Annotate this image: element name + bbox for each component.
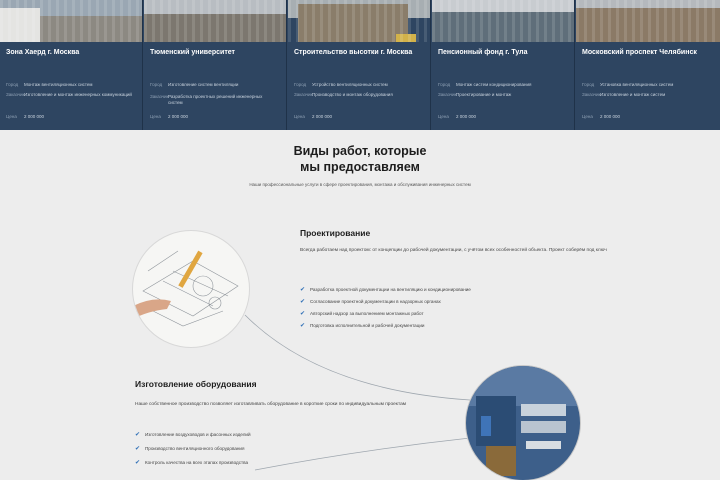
project-row: Город Установка вентиляционных систем	[582, 82, 674, 87]
check-icon: ✔	[300, 311, 306, 317]
project-row: Город Устройство вентиляционных систем	[294, 82, 388, 87]
project-title: Московский проспект Челябинск	[582, 49, 697, 56]
service-design-desc: Всегда работаем над проектом: от концепции до рабочей документации, с учётом всех особенностей объекта. Проект соберём под ключ	[300, 248, 607, 253]
check-icon: ✔	[135, 432, 141, 438]
service-manufacturing-item: ✔ Изготовление воздуховодов и фасонных изделий	[135, 432, 251, 438]
service-design-title: Проектирование	[300, 228, 371, 238]
service-design-item: ✔ Разработка проектной документации на вентиляцию и кондиционирование	[300, 287, 471, 293]
project-row: Цена 2 000 000	[6, 114, 45, 119]
project-row: ЗаказчикПроизводство и монтаж оборудования	[294, 92, 393, 97]
project-row: Цена 2 000 000	[582, 114, 621, 119]
project-row: ЗаказчикРазработка проектных решений инженерных систем	[150, 94, 263, 105]
service-design-item: ✔ Авторский надзор за выполнением монтажных работ	[300, 311, 424, 317]
check-icon: ✔	[300, 299, 306, 305]
design-illustration	[132, 230, 250, 348]
project-row: Город Монтаж систем кондиционирования	[438, 82, 532, 87]
services-heading-line: мы предоставляем	[300, 160, 420, 174]
project-row: ЗаказчикПроектирование и монтаж	[438, 92, 512, 97]
check-icon: ✔	[135, 460, 141, 466]
project-title: Зона Хаерд г. Москва	[6, 49, 80, 56]
services-heading-line: Виды работ, которые	[293, 144, 427, 158]
project-row: Город Монтаж вентиляционных систем	[6, 82, 93, 87]
project-row: Цена 2 000 000	[294, 114, 333, 119]
service-design-item: ✔ Согласование проектной документации в надзорных органах	[300, 299, 441, 305]
service-manufacturing-item: ✔ Контроль качества на всех этапах производства	[135, 460, 249, 466]
check-icon: ✔	[300, 287, 306, 293]
check-icon: ✔	[135, 446, 141, 452]
project-row: ЗаказчикИзготовление и монтаж систем	[582, 92, 666, 97]
project-title: Тюменский университет	[150, 49, 235, 56]
project-row: Цена 2 000 000	[150, 114, 189, 119]
service-design-item: ✔ Подготовка исполнительной и рабочей документации	[300, 323, 425, 329]
service-manufacturing-desc: Наше собственное производство позволяет изготавливать оборудование в короткие сроки по индивидуальным проектам	[135, 402, 407, 407]
project-title: Пенсионный фонд г. Тула	[438, 49, 528, 56]
manufacturing-photo	[465, 365, 581, 480]
project-row: Город Изготовление систем вентиляции	[150, 82, 239, 87]
check-icon: ✔	[300, 323, 306, 329]
project-row: ЗаказчикИзготовление и монтаж инженерных коммуникаций	[6, 92, 132, 97]
service-manufacturing-title: Изготовление оборудования	[135, 379, 257, 389]
project-title: Строительство высотки г. Москва	[294, 49, 413, 56]
service-manufacturing-item: ✔ Производство вентиляционного оборудования	[135, 446, 245, 452]
services-subheading: Наши профессиональные услуги в сфере проектирования, монтажа и обслуживания инженерных систем	[249, 182, 471, 187]
project-row: Цена 2 000 000	[438, 114, 477, 119]
